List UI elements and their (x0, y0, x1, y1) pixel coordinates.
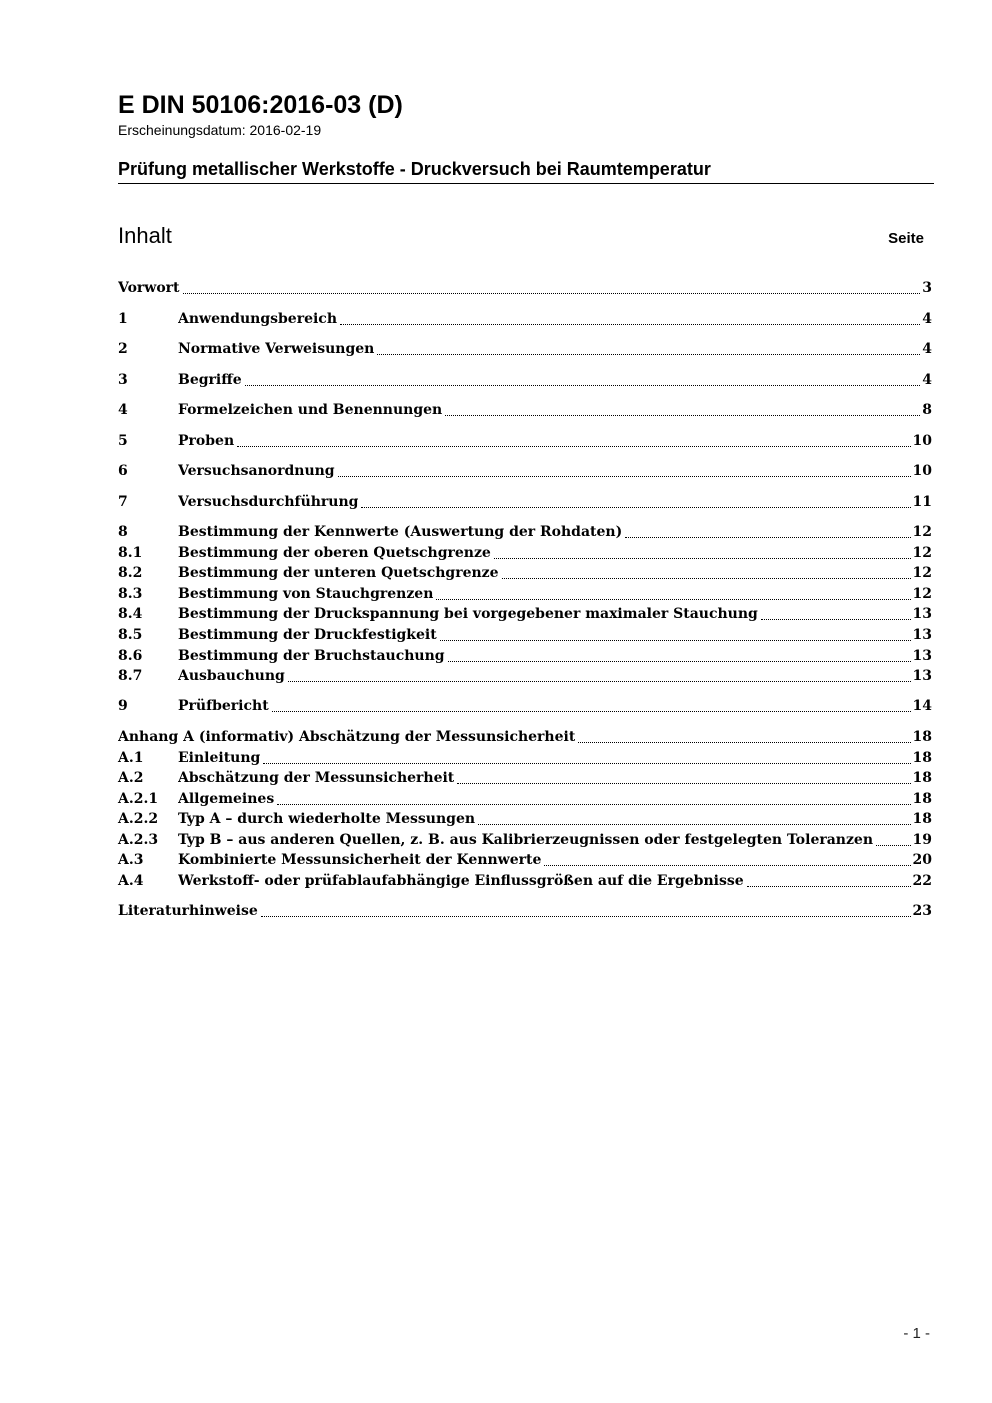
toc-entry[interactable] (118, 400, 932, 421)
toc-entry[interactable] (118, 584, 932, 605)
toc-entry-title: Ausbauchung (178, 668, 285, 684)
toc-entry-page: 22 (912, 873, 932, 889)
toc-dot-leader (340, 324, 920, 325)
toc-entry-number: 8 (118, 524, 128, 540)
toc-entry-title: Formelzeichen und Benennungen (178, 402, 443, 418)
toc-dot-leader (440, 640, 911, 641)
toc-entry[interactable] (118, 461, 932, 482)
toc-entry-number: 8.3 (118, 586, 143, 602)
toc-entry-page: 18 (912, 791, 932, 807)
toc-dot-leader (338, 476, 911, 477)
toc-entry-page: 18 (912, 750, 932, 766)
toc-entry-number: 8.4 (118, 606, 143, 622)
toc-entry-number: A.4 (118, 873, 144, 889)
toc-entry[interactable] (118, 696, 932, 717)
toc-entry-number: 2 (118, 341, 128, 357)
toc-entry-title: Literaturhinweise (118, 903, 258, 919)
toc-dot-leader (747, 886, 911, 887)
toc-entry-title: Versuchsdurchführung (178, 494, 359, 510)
toc-entry-number: A.2.3 (118, 832, 159, 848)
toc-entry-title: Abschätzung der Messunsicherheit (178, 770, 455, 786)
toc-entry[interactable] (118, 727, 932, 748)
toc-dot-leader (288, 681, 911, 682)
toc-entry-title: Proben (178, 433, 235, 449)
toc-entry[interactable] (118, 748, 932, 769)
toc-entry-number: 9 (118, 698, 128, 714)
toc-entry[interactable] (118, 789, 932, 810)
toc-dot-leader (361, 507, 910, 508)
toc-entry-number: A.2 (118, 770, 144, 786)
toc-entry[interactable] (118, 492, 932, 513)
toc-entry-title: Kombinierte Messunsicherheit der Kennwerte (178, 852, 542, 868)
toc-entry[interactable] (118, 563, 932, 584)
toc-dot-leader (245, 385, 921, 386)
toc-dot-leader (761, 619, 911, 620)
toc-entry[interactable] (118, 850, 932, 871)
toc-entry-page: 18 (912, 729, 932, 745)
toc-entry-title: Bestimmung der Kennwerte (Auswertung der Rohdaten) (178, 524, 623, 540)
toc-entry-page: 19 (912, 832, 932, 848)
toc-entry-page: 4 (922, 341, 932, 357)
toc-entry-title: Bestimmung der unteren Quetschgrenze (178, 565, 499, 581)
toc-entry-title: Versuchsanordnung (178, 463, 335, 479)
document-title: Prüfung metallischer Werkstoffe - Druckversuch bei Raumtemperatur (118, 159, 711, 179)
toc-entry-number: A.1 (118, 750, 144, 766)
toc-entry[interactable] (118, 901, 932, 922)
publication-date: Erscheinungsdatum: 2016-02-19 (118, 122, 322, 138)
toc-entry-title: Prüfbericht (178, 698, 269, 714)
toc-entry-page: 4 (922, 311, 932, 327)
toc-entry[interactable] (118, 431, 932, 452)
toc-entry[interactable] (118, 309, 932, 330)
toc-dot-leader (544, 865, 910, 866)
toc-entry-page: 12 (912, 565, 932, 581)
toc-entry-number: 8.5 (118, 627, 143, 643)
page-number: - 1 - (903, 1325, 930, 1342)
toc-entry-number: 4 (118, 402, 128, 418)
toc-entry-page: 10 (912, 463, 932, 479)
toc-dot-leader (445, 415, 920, 416)
toc-entry-title: Anwendungsbereich (178, 311, 337, 327)
toc-entry-title: Bestimmung der oberen Quetschgrenze (178, 545, 491, 561)
toc-entry-page: 13 (912, 606, 932, 622)
toc-entry[interactable] (118, 522, 932, 543)
toc-dot-leader (277, 804, 910, 805)
toc-dot-leader (625, 537, 910, 538)
toc-dot-leader (261, 916, 911, 917)
toc-entry-title: Allgemeines (178, 791, 275, 807)
toc-entry[interactable] (118, 278, 932, 299)
toc-entry-number: 8.1 (118, 545, 143, 561)
toc-dot-leader (494, 558, 911, 559)
toc-entry-page: 8 (922, 402, 932, 418)
toc-entry[interactable] (118, 543, 932, 564)
toc-dot-leader (876, 845, 911, 846)
toc-entry-number: A.2.2 (118, 811, 159, 827)
toc-entry-title: Typ B – aus anderen Quellen, z. B. aus Kalibrierzeugnissen oder festgelegten Toleranzen (178, 832, 874, 848)
toc-entry-number: 6 (118, 463, 128, 479)
toc-entry-page: 4 (922, 372, 932, 388)
toc-entry-title: Begriffe (178, 372, 242, 388)
toc-entry-number: 8.7 (118, 668, 143, 684)
toc-entry-number: 8.2 (118, 565, 143, 581)
toc-dot-leader (237, 446, 910, 447)
toc-entry-number: A.2.1 (118, 791, 159, 807)
toc-dot-leader (448, 661, 911, 662)
toc-entry-number: 5 (118, 433, 128, 449)
toc-dot-leader (183, 293, 921, 294)
toc-dot-leader (578, 742, 910, 743)
toc-entry-title: Normative Verweisungen (178, 341, 375, 357)
toc-entry-title: Anhang A (informativ) Abschätzung der Messunsicherheit (118, 729, 576, 745)
toc-entry[interactable] (118, 830, 932, 851)
toc-entry-page: 20 (912, 852, 932, 868)
toc-entry-number: 8.6 (118, 648, 143, 664)
toc-heading: Inhalt (118, 223, 172, 248)
toc-entry-page: 13 (912, 627, 932, 643)
toc-dot-leader (263, 763, 910, 764)
toc-entry-number: 1 (118, 311, 128, 327)
toc-entry[interactable] (118, 625, 932, 646)
toc-entry[interactable] (118, 768, 932, 789)
toc-entry-page: 23 (912, 903, 932, 919)
toc-entry-page: 11 (912, 494, 932, 510)
toc-entry-number: A.3 (118, 852, 144, 868)
toc-dot-leader (272, 711, 911, 712)
toc-entry-title: Einleitung (178, 750, 261, 766)
toc-entry[interactable] (118, 871, 932, 892)
toc-entry-page: 12 (912, 586, 932, 602)
toc-entry-page: 12 (912, 545, 932, 561)
toc-entry[interactable] (118, 370, 932, 391)
toc-entry-page: 18 (912, 811, 932, 827)
toc-entry-title: Typ A – durch wiederholte Messungen (178, 811, 476, 827)
toc-entry[interactable] (118, 646, 932, 667)
toc-entry[interactable] (118, 604, 932, 625)
toc-entry-page: 14 (912, 698, 932, 714)
toc-entry-number: 3 (118, 372, 128, 388)
toc-dot-leader (436, 599, 910, 600)
toc-dot-leader (502, 578, 911, 579)
toc-dot-leader (457, 783, 910, 784)
toc-entry-title: Bestimmung der Druckspannung bei vorgegebener maximaler Stauchung (178, 606, 758, 622)
toc-entry-title: Bestimmung der Druckfestigkeit (178, 627, 437, 643)
toc-entry-page: 13 (912, 668, 932, 684)
toc-entry-page: 10 (912, 433, 932, 449)
toc-entry-page: 12 (912, 524, 932, 540)
toc-entry-title: Bestimmung der Bruchstauchung (178, 648, 445, 664)
toc-entry-title: Vorwort (118, 280, 180, 296)
toc-dot-leader (377, 354, 920, 355)
toc-entry-page: 13 (912, 648, 932, 664)
toc-entry-title: Werkstoff- oder prüfablaufabhängige Einflussgrößen auf die Ergebnisse (178, 873, 744, 889)
toc-entry-page: 18 (912, 770, 932, 786)
toc-dot-leader (478, 824, 910, 825)
document-id: E DIN 50106:2016-03 (D) (118, 91, 403, 119)
toc-entry-page: 3 (922, 280, 932, 296)
title-underline (118, 183, 934, 184)
toc-entry-number: 7 (118, 494, 128, 510)
page-column-label: Seite (888, 230, 924, 247)
toc-entry[interactable] (118, 809, 932, 830)
toc-entry-title: Bestimmung von Stauchgrenzen (178, 586, 434, 602)
toc-entry[interactable] (118, 666, 932, 687)
toc-entry[interactable] (118, 339, 932, 360)
